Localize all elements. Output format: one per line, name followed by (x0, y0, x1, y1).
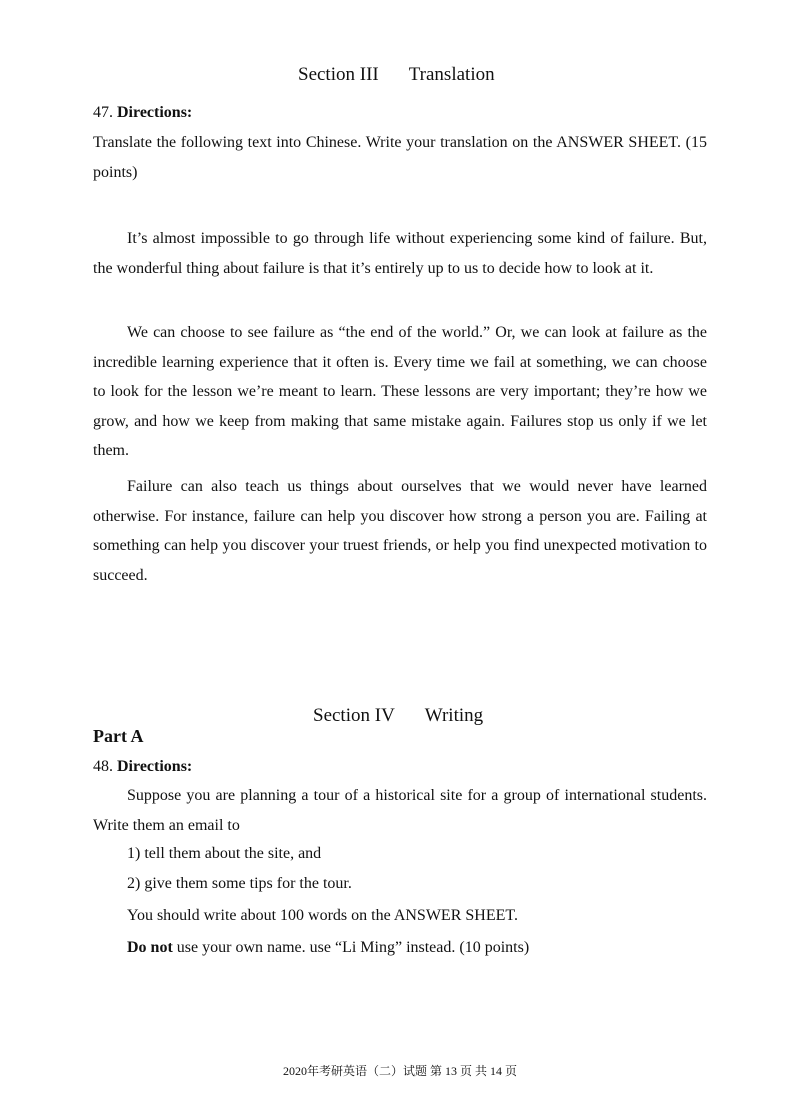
q48-number: 48. (93, 758, 113, 775)
q48-directions-heading (93, 757, 192, 777)
q48-task-item-2: 2) give them some tips for the tour. (127, 875, 352, 892)
q47-directions-heading (93, 103, 192, 123)
part-a-heading: Part A (93, 726, 144, 746)
q48-do-not: Do not (127, 939, 173, 956)
q48-task-item-1: 1) tell them about the site, and (127, 845, 322, 862)
section-3-heading (298, 64, 495, 86)
q48-name-note (127, 938, 529, 958)
section-4-subtitle: Writing (424, 705, 484, 726)
q47-passage-paragraph-2: We can choose to see failure as “the end of the world.” Or, we can look at failure as the incredible learning experience that it often is. Every time we fail at something, we can choose to look for the lesson we’re meant to learn. These lessons are very important; they’re how we grow, and how we keep from making that same mistake again. Failures stop us only if we let them. (93, 324, 707, 460)
page-footer: 2020年考研英语（二）试题 第 13 页 共 14 页 (282, 1064, 517, 1078)
q47-directions-text: Translate the following text into Chinese. Write your translation on the ANSWER SHEET. (15 points) (93, 134, 707, 181)
q48-name-instruction: use your own name. use “Li Ming” instead. (10 points) (172, 939, 530, 956)
q47-passage-paragraph-1: It’s almost impossible to go through life without experiencing some kind of failure. But, the wonderful thing about failure is that it’s entirely up to us to decide how to look at it. (93, 230, 707, 277)
q47-passage-paragraph-3: Failure can also teach us things about ourselves that we would never have learned otherwise. For instance, failure can help you discover how strong a person you are. Failing at something can help you discover your truest friends, or help you find unexpected motivation to succeed. (93, 478, 707, 584)
q47-directions-label: Directions: (117, 104, 193, 121)
q48-directions-label: Directions: (117, 758, 193, 775)
q48-word-count-note: You should write about 100 words on the ANSWER SHEET. (127, 907, 518, 924)
q47-number: 47. (93, 104, 113, 121)
section-3-subtitle: Translation (408, 64, 495, 85)
q48-intro: Suppose you are planning a tour of a historical site for a group of international students. Write them an email to (93, 787, 707, 834)
section-4-title: Section IV (313, 705, 395, 726)
section-4-heading (313, 705, 483, 727)
section-3-title: Section III (298, 64, 379, 85)
